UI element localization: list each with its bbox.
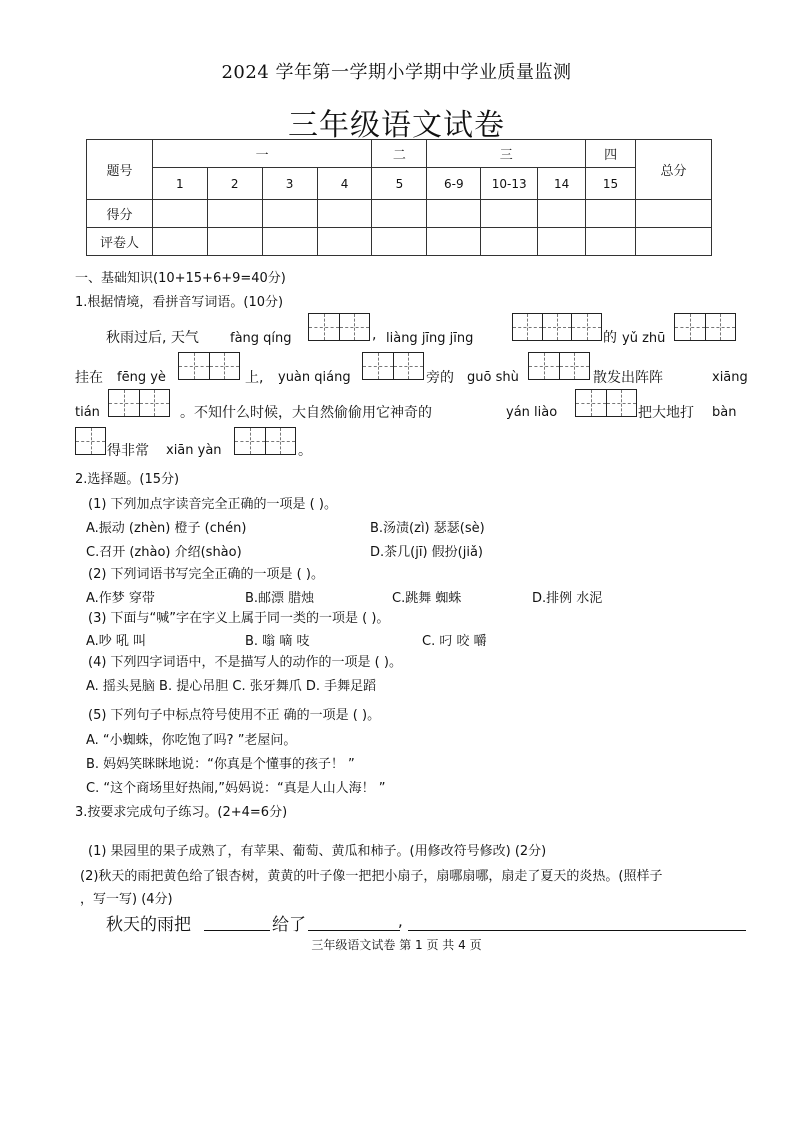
pinyin-label: xiāng [712,370,748,385]
q2-sub-1: (1) 下列加点字读音完全正确的一项是 ( )。 [88,497,337,512]
score-table-col-14: 14 [538,168,586,200]
q1-text: , [372,327,377,343]
option-b[interactable]: B. 嗡 嘀 吱 [245,634,310,649]
grader-cell[interactable] [481,228,538,256]
q2-sub-2: (2) 下列词语书写完全正确的一项是 ( )。 [88,567,324,582]
pinyin-label: yán liào [506,405,558,420]
score-table-total: 总分 [636,140,712,200]
pinyin-label: fēng yè [117,370,166,385]
score-table-col-15: 15 [586,168,636,200]
score-table-col-6-9: 6-9 [427,168,481,200]
pinyin-label: liàng jīng jīng [386,331,474,346]
option-b[interactable]: B.邮漂 腊烛 [245,591,315,606]
question-3-title: 3.按要求完成句子练习。(2+4=6分) [75,805,288,820]
grader-cell[interactable] [372,228,427,256]
q1-text: 挂在 [75,370,103,386]
pinyin-label: yuàn qiáng [278,370,351,385]
question-1-title: 1.根据情境，看拼音写词语。(10分) [75,295,284,310]
q2-sub-4-options[interactable]: A. 摇头晃脑 B. 提心吊胆 C. 张牙舞爪 D. 手舞足蹈 [86,679,377,694]
q1-text: 得非常 [107,443,149,459]
q2-sub-3: (3) 下面与“喊”字在字义上属于同一类的一项是 ( )。 [88,611,390,626]
page-footer: 三年级语文试卷 第 1 页 共 4 页 [311,938,482,952]
writing-grid[interactable] [575,389,637,417]
score-table-col-4: 4 [317,168,372,200]
score-cell[interactable] [152,200,207,228]
pinyin-label: yǔ zhū [622,331,666,346]
writing-grid[interactable] [108,389,170,417]
grader-cell[interactable] [152,228,207,256]
fill-sentence-mid: 给了 [272,915,306,935]
q1-text: 。 [298,443,312,459]
score-table-col-2: 2 [207,168,262,200]
pinyin-label: tián [75,405,100,420]
writing-grid[interactable] [512,313,602,341]
score-table-group-4: 四 [586,140,636,168]
option-c[interactable]: C.召开 (zhào) 介绍(shào) [86,545,242,560]
fill-blank[interactable] [308,930,400,931]
fill-comma: , [398,912,403,930]
score-table-label-pingjuanren: 评卷人 [87,228,153,256]
exam-title: 三年级语文试卷 [288,108,505,143]
writing-grid[interactable] [528,352,590,380]
writing-grid[interactable] [674,313,736,341]
pinyin-label: guō shù [467,370,519,385]
grader-cell[interactable] [207,228,262,256]
writing-grid[interactable] [75,427,106,455]
option-d[interactable]: D.茶几(jī) 假扮(jiǎ) [370,545,483,560]
q1-text: 上, [245,370,264,386]
score-cell[interactable] [207,200,262,228]
fill-blank[interactable] [204,930,270,931]
writing-grid[interactable] [178,352,240,380]
option-a[interactable]: A. “小蜘蛛，你吃饱了吗? ”老屋问。 [86,733,297,748]
score-table [86,139,712,256]
score-table-col-1: 1 [152,168,207,200]
grader-cell[interactable] [636,228,712,256]
option-b[interactable]: B.汤渍(zì) 瑟瑟(sè) [370,521,485,536]
option-d[interactable]: D.排例 水泥 [532,591,603,606]
score-cell[interactable] [636,200,712,228]
score-table-label-defen: 得分 [87,200,153,228]
writing-grid[interactable] [308,313,370,341]
score-table-group-1: 一 [152,140,372,168]
score-table-group-3: 三 [427,140,586,168]
score-table-col-5: 5 [372,168,427,200]
option-b[interactable]: B. 妈妈笑眯眯地说：“你真是个懂事的孩子！ ” [86,757,355,772]
option-c[interactable]: C. 叼 咬 嚼 [422,634,487,649]
score-cell[interactable] [538,200,586,228]
fill-sentence-start: 秋天的雨把 [106,915,191,935]
score-cell[interactable] [586,200,636,228]
q3-sub-2-cont: ，写一写) (4分) [80,892,173,907]
score-table-col-3: 3 [262,168,317,200]
question-2-title: 2.选择题。(15分) [75,472,180,487]
exam-subtitle: 2024 学年第一学期小学期中学业质量监测 [221,62,572,83]
grader-cell[interactable] [262,228,317,256]
grader-cell[interactable] [586,228,636,256]
q1-text: 把大地打 [638,405,694,421]
option-c[interactable]: C.跳舞 蜘蛛 [392,591,462,606]
score-table-label-tihao: 题号 [87,140,153,200]
pinyin-label: fàng qíng [230,331,292,346]
writing-grid[interactable] [362,352,424,380]
q1-text: 的 [603,330,617,346]
fill-blank[interactable] [408,930,746,931]
option-a[interactable]: A.作梦 穿带 [86,591,155,606]
pinyin-label: bàn [712,405,737,420]
option-a[interactable]: A.吵 吼 叫 [86,634,147,649]
section-heading: 一、基础知识(10+15+6+9=40分) [75,271,286,286]
q1-text: 旁的 [426,370,454,386]
score-table-col-10-13: 10-13 [481,168,538,200]
q3-sub-2: (2)秋天的雨把黄色给了银杏树，黄黄的叶子像一把把小扇子，扇哪扇哪，扇走了夏天的炎热。(照样子 [80,869,663,884]
grader-cell[interactable] [538,228,586,256]
score-cell[interactable] [262,200,317,228]
q2-sub-4: (4) 下列四字词语中，不是描写人的动作的一项是 ( )。 [88,655,402,670]
option-a[interactable]: A.振动 (zhèn) 橙子 (chén) [86,521,247,536]
score-cell[interactable] [427,200,481,228]
score-table-group-2: 二 [372,140,427,168]
grader-cell[interactable] [317,228,372,256]
writing-grid[interactable] [234,427,296,455]
score-cell[interactable] [372,200,427,228]
grader-cell[interactable] [427,228,481,256]
score-cell[interactable] [481,200,538,228]
score-cell[interactable] [317,200,372,228]
q1-text: 。不知什么时候，大自然偷偷用它神奇的 [180,405,432,421]
q2-sub-5: (5) 下列句子中标点符号使用不正 确的一项是 ( )。 [88,708,381,723]
q1-text: 散发出阵阵 [593,370,663,386]
q3-sub-1: (1) 果园里的果子成熟了，有苹果、葡萄、黄瓜和柿子。(用修改符号修改) (2分) [88,844,547,859]
option-c[interactable]: C. “这个商场里好热闹,”妈妈说：“真是人山人海！ ” [86,781,386,796]
q1-text: 秋雨过后, 天气 [106,330,199,346]
pinyin-label: xiān yàn [166,443,222,458]
